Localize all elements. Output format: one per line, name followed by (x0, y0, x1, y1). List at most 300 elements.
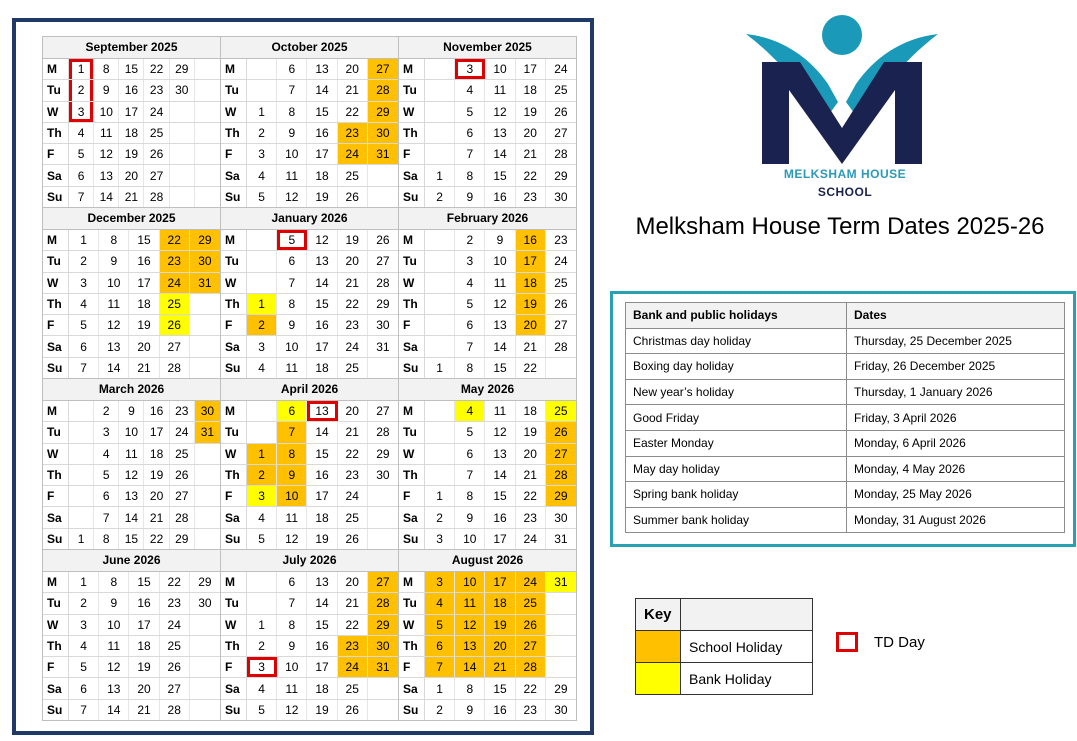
date-cell: 9 (94, 80, 119, 100)
date-cell: 9 (99, 251, 129, 271)
weekday-label: F (221, 315, 247, 335)
date-cell: 1 (425, 358, 455, 378)
month-title: June 2026 (43, 550, 220, 572)
month-title: October 2025 (221, 37, 398, 59)
date-cell: 3 (247, 336, 277, 356)
date-cell: 14 (485, 144, 515, 164)
date-cell: 25 (554, 83, 568, 98)
table-row (626, 507, 1065, 533)
table-row (626, 379, 1065, 405)
date-cell: 5 (277, 230, 307, 250)
date-cell: 6 (425, 636, 455, 656)
date-cell: 2 (425, 187, 455, 207)
date-cell: 22 (144, 59, 169, 79)
date-cell: 10 (485, 59, 515, 79)
weekday-label: Su (221, 700, 247, 720)
empty-cell (190, 358, 220, 378)
date-cell: 18 (485, 593, 515, 613)
date-cell: 26 (160, 315, 190, 335)
date-cell: 28 (160, 358, 190, 378)
date-cell: 19 (516, 102, 546, 122)
logo-head (822, 15, 862, 55)
date-cell: 6 (277, 401, 307, 421)
date-cell: 28 (376, 275, 390, 290)
date-cell: 22 (516, 486, 546, 506)
date-cell: 6 (277, 251, 307, 271)
date-cell: 12 (485, 102, 515, 122)
weekday-row (43, 422, 220, 443)
date-cell: 23 (516, 507, 546, 527)
weekday-label: Sa (221, 678, 247, 698)
date-cell: 3 (455, 59, 485, 79)
date-cell: 25 (338, 507, 368, 527)
date-cell: 22 (338, 102, 368, 122)
school-holiday-swatch (636, 631, 681, 663)
date-cell: 24 (160, 273, 190, 293)
date-cell: 18 (307, 678, 337, 698)
date-cell: 6 (277, 59, 307, 79)
date-cell: 16 (516, 230, 546, 250)
date-cell: 24 (144, 102, 169, 122)
key-table (635, 598, 813, 695)
empty-cell (368, 486, 398, 506)
date-cell: 8 (277, 102, 307, 122)
date-cell: 27 (546, 444, 576, 464)
date-cell: 2 (247, 465, 277, 485)
date-cell: 15 (485, 486, 515, 506)
date-cell: 7 (277, 80, 307, 100)
empty-cell (425, 273, 455, 293)
date-cell: 10 (119, 422, 144, 442)
weekday-label: Th (43, 294, 69, 314)
weekday-row (43, 529, 220, 549)
month-title: April 2026 (221, 379, 398, 401)
weekday-label: W (399, 102, 425, 122)
date-cell: 2 (455, 230, 485, 250)
date-cell: 11 (485, 273, 515, 293)
date-cell: 12 (485, 422, 515, 442)
date-cell: 30 (368, 636, 398, 656)
date-cell: 17 (307, 336, 337, 356)
school-name-line-1: MELKSHAM HOUSE (783, 167, 907, 181)
date-cell: 5 (247, 187, 277, 207)
date-cell: 23 (160, 593, 190, 613)
empty-cell (546, 358, 576, 378)
key-header-row (636, 599, 813, 631)
date-cell: 15 (119, 59, 144, 79)
bank-holiday-swatch (636, 663, 681, 695)
date-cell: 5 (247, 700, 277, 720)
weekday-row (221, 444, 398, 465)
date-cell: 19 (307, 529, 337, 549)
weekday-label: F (399, 486, 425, 506)
date-cell: 26 (338, 529, 368, 549)
date-cell: 29 (368, 102, 398, 122)
date-cell: 25 (160, 294, 190, 314)
date-cell: 27 (368, 59, 398, 79)
date-cell: 7 (455, 336, 485, 356)
date-cell: 1 (69, 59, 94, 79)
empty-cell (195, 465, 220, 485)
weekday-row (399, 358, 576, 378)
weekday-label: Su (221, 358, 247, 378)
weekday-label: Tu (399, 593, 425, 613)
date-cell: 18 (516, 401, 546, 421)
empty-cell (195, 123, 220, 143)
date-cell: 18 (307, 165, 337, 185)
date-cell: 13 (307, 251, 337, 271)
date-cell: 11 (99, 294, 129, 314)
date-cell: 4 (69, 123, 94, 143)
month-block (43, 208, 221, 379)
weekday-row (399, 273, 576, 294)
weekday-label: Sa (43, 678, 69, 698)
month-block (399, 208, 577, 379)
weekday-label: F (43, 144, 69, 164)
empty-cell (546, 593, 576, 613)
date-cell: 7 (277, 273, 307, 293)
table-header-row (626, 303, 1065, 329)
date-cell: 14 (119, 507, 144, 527)
date-cell: 20 (129, 336, 159, 356)
table-row (626, 354, 1065, 380)
weekday-label: Sa (399, 165, 425, 185)
weekday-row (43, 165, 220, 186)
month-block (399, 379, 577, 550)
weekday-label: W (221, 615, 247, 635)
weekday-row (221, 273, 398, 294)
date-cell: 10 (277, 657, 307, 677)
holiday-name: May day holiday (626, 456, 847, 482)
empty-cell (368, 165, 398, 185)
empty-cell (170, 187, 195, 207)
weekday-label: F (221, 657, 247, 677)
date-cell: 25 (338, 678, 368, 698)
empty-cell (368, 700, 398, 720)
weekday-row (221, 529, 398, 549)
date-cell: 12 (94, 144, 119, 164)
date-cell: 28 (516, 657, 546, 677)
empty-cell (69, 444, 94, 464)
weekday-label: M (399, 401, 425, 421)
date-cell: 24 (338, 336, 368, 356)
empty-cell (195, 486, 220, 506)
month-title: March 2026 (43, 379, 220, 401)
weekday-label: Th (43, 123, 69, 143)
date-cell: 13 (307, 59, 337, 79)
weekday-label: F (43, 657, 69, 677)
weekday-row (43, 315, 220, 336)
weekday-label: Tu (43, 80, 69, 100)
weekday-label: Su (221, 529, 247, 549)
weekday-row (43, 144, 220, 165)
date-cell: 19 (144, 465, 169, 485)
date-cell: 3 (247, 144, 277, 164)
empty-cell (425, 144, 455, 164)
date-cell: 16 (144, 401, 169, 421)
date-cell: 17 (485, 572, 515, 592)
date-cell: 18 (144, 444, 169, 464)
key-header: Key (636, 599, 681, 631)
date-cell: 23 (338, 315, 368, 335)
date-cell: 24 (338, 144, 368, 164)
weekday-row (43, 401, 220, 422)
date-cell: 21 (338, 273, 368, 293)
date-cell: 12 (455, 615, 485, 635)
date-cell: 10 (277, 144, 307, 164)
date-cell: 29 (554, 168, 568, 183)
weekday-row (43, 273, 220, 294)
date-cell: 15 (307, 444, 337, 464)
date-cell: 12 (99, 657, 129, 677)
weekday-row (399, 251, 576, 272)
date-cell: 6 (455, 444, 485, 464)
holiday-date: Friday, 3 April 2026 (847, 405, 1065, 431)
empty-cell (247, 593, 277, 613)
date-cell: 22 (160, 572, 190, 592)
month-block (43, 550, 221, 721)
date-cell: 6 (277, 572, 307, 592)
date-cell: 2 (69, 593, 99, 613)
date-cell: 20 (338, 59, 368, 79)
date-cell: 25 (170, 444, 195, 464)
empty-cell (546, 615, 576, 635)
date-cell: 9 (485, 230, 515, 250)
date-cell: 10 (455, 572, 485, 592)
weekday-row (399, 507, 576, 528)
date-cell: 3 (94, 422, 119, 442)
date-cell: 22 (516, 678, 546, 698)
date-cell: 29 (170, 529, 195, 549)
date-cell: 22 (338, 444, 368, 464)
weekday-row (221, 294, 398, 315)
weekday-row (399, 572, 576, 593)
date-cell: 26 (554, 104, 568, 119)
date-cell: 14 (99, 358, 129, 378)
month-block (221, 37, 399, 208)
weekday-label: Su (221, 187, 247, 207)
date-cell: 22 (338, 615, 368, 635)
weekday-row (399, 615, 576, 636)
weekday-row (43, 444, 220, 465)
weekday-row (221, 59, 398, 80)
date-cell: 29 (546, 486, 576, 506)
date-cell: 20 (144, 486, 169, 506)
weekday-row (399, 529, 576, 549)
date-cell: 5 (69, 315, 99, 335)
date-cell: 23 (554, 233, 568, 248)
weekday-row (221, 593, 398, 614)
weekday-label: Tu (399, 80, 425, 100)
weekday-row (399, 187, 576, 207)
empty-cell (425, 251, 455, 271)
date-cell: 22 (160, 230, 190, 250)
empty-cell (425, 230, 455, 250)
date-cell: 9 (99, 593, 129, 613)
month-title: August 2026 (399, 550, 576, 572)
key-row-bank-holiday (636, 663, 813, 695)
weekday-label: Th (43, 465, 69, 485)
date-cell: 14 (485, 465, 515, 485)
date-cell: 20 (516, 123, 546, 143)
date-cell: 20 (516, 315, 546, 335)
date-cell: 4 (425, 593, 455, 613)
date-cell: 26 (170, 465, 195, 485)
weekday-row (399, 165, 576, 186)
date-cell: 19 (338, 230, 368, 250)
date-cell: 10 (99, 615, 129, 635)
weekday-label: W (399, 615, 425, 635)
date-cell: 21 (129, 358, 159, 378)
weekday-label: Th (399, 123, 425, 143)
date-cell: 21 (119, 187, 144, 207)
date-cell: 21 (516, 336, 546, 356)
date-cell: 23 (338, 636, 368, 656)
date-cell: 5 (69, 144, 94, 164)
date-cell: 23 (338, 465, 368, 485)
date-cell: 19 (129, 315, 159, 335)
date-cell: 28 (144, 187, 169, 207)
date-cell: 28 (160, 700, 190, 720)
date-cell: 12 (99, 315, 129, 335)
date-cell: 27 (376, 404, 390, 419)
date-cell: 9 (277, 465, 307, 485)
date-cell: 16 (485, 700, 515, 720)
weekday-label: W (43, 444, 69, 464)
weekday-row (43, 657, 220, 678)
weekday-label: W (221, 273, 247, 293)
date-cell: 3 (455, 251, 485, 271)
date-cell: 15 (485, 678, 515, 698)
date-cell: 8 (455, 358, 485, 378)
date-cell: 23 (170, 401, 195, 421)
empty-cell (247, 401, 277, 421)
date-cell: 3 (69, 102, 94, 122)
empty-cell (247, 80, 277, 100)
date-cell: 26 (376, 233, 390, 248)
date-cell: 26 (144, 144, 169, 164)
date-cell: 22 (516, 165, 546, 185)
date-cell: 25 (160, 636, 190, 656)
empty-cell (190, 678, 220, 698)
date-cell: 27 (368, 572, 398, 592)
weekday-row (399, 59, 576, 80)
date-cell: 26 (338, 187, 368, 207)
date-cell: 27 (516, 636, 546, 656)
date-cell: 23 (338, 123, 368, 143)
weekday-label: Th (43, 636, 69, 656)
weekday-label: M (399, 572, 425, 592)
weekday-label: Sa (399, 507, 425, 527)
date-cell: 30 (554, 510, 568, 525)
date-cell: 19 (485, 615, 515, 635)
date-cell: 10 (94, 102, 119, 122)
table-row (626, 328, 1065, 354)
date-cell: 19 (307, 187, 337, 207)
weekday-row (43, 80, 220, 101)
weekday-label: Th (399, 294, 425, 314)
date-cell: 9 (455, 700, 485, 720)
empty-cell (425, 315, 455, 335)
holiday-date: Thursday, 1 January 2026 (847, 379, 1065, 405)
holiday-date: Monday, 4 May 2026 (847, 456, 1065, 482)
weekday-label: Tu (221, 251, 247, 271)
date-cell: 16 (307, 465, 337, 485)
holiday-date: Thursday, 25 December 2025 (847, 328, 1065, 354)
date-cell: 17 (307, 486, 337, 506)
logo-m-shape (762, 62, 922, 164)
weekday-row (399, 401, 576, 422)
date-cell: 16 (307, 636, 337, 656)
date-cell: 2 (94, 401, 119, 421)
date-cell: 17 (516, 251, 546, 271)
month-block (43, 37, 221, 208)
weekday-label: M (221, 59, 247, 79)
weekday-label: Tu (221, 422, 247, 442)
date-cell: 18 (307, 507, 337, 527)
date-cell: 27 (554, 318, 568, 333)
date-cell: 10 (99, 273, 129, 293)
weekday-row (43, 593, 220, 614)
weekday-row (399, 678, 576, 699)
date-cell: 15 (485, 165, 515, 185)
empty-cell (170, 102, 195, 122)
weekday-row (221, 636, 398, 657)
empty-cell (195, 507, 220, 527)
date-cell: 9 (277, 123, 307, 143)
date-cell: 9 (119, 401, 144, 421)
date-cell: 11 (277, 358, 307, 378)
weekday-row (43, 358, 220, 378)
weekday-row (221, 123, 398, 144)
date-cell: 12 (277, 529, 307, 549)
date-cell: 5 (247, 529, 277, 549)
date-cell: 4 (94, 444, 119, 464)
empty-cell (425, 59, 455, 79)
date-cell: 1 (425, 486, 455, 506)
date-cell: 22 (144, 529, 169, 549)
date-cell: 8 (94, 529, 119, 549)
weekday-row (221, 336, 398, 357)
date-cell: 8 (455, 678, 485, 698)
date-cell: 31 (376, 339, 390, 354)
date-cell: 15 (129, 230, 159, 250)
date-cell: 15 (119, 529, 144, 549)
weekday-row (399, 444, 576, 465)
month-title: January 2026 (221, 208, 398, 230)
date-cell: 25 (144, 123, 169, 143)
month-title: July 2026 (221, 550, 398, 572)
holiday-date: Monday, 25 May 2026 (847, 482, 1065, 508)
empty-cell (368, 529, 398, 549)
date-cell: 24 (554, 62, 568, 77)
date-cell: 13 (94, 165, 119, 185)
weekday-row (399, 336, 576, 357)
date-cell: 20 (516, 444, 546, 464)
date-cell: 15 (307, 294, 337, 314)
date-cell: 14 (99, 700, 129, 720)
date-cell: 13 (485, 315, 515, 335)
date-cell: 30 (170, 80, 195, 100)
weekday-row (221, 615, 398, 636)
empty-cell (69, 507, 94, 527)
date-cell: 4 (247, 678, 277, 698)
weekday-label: Su (399, 187, 425, 207)
date-cell: 8 (99, 572, 129, 592)
date-cell: 17 (144, 422, 169, 442)
date-cell: 4 (247, 165, 277, 185)
date-cell: 4 (455, 273, 485, 293)
